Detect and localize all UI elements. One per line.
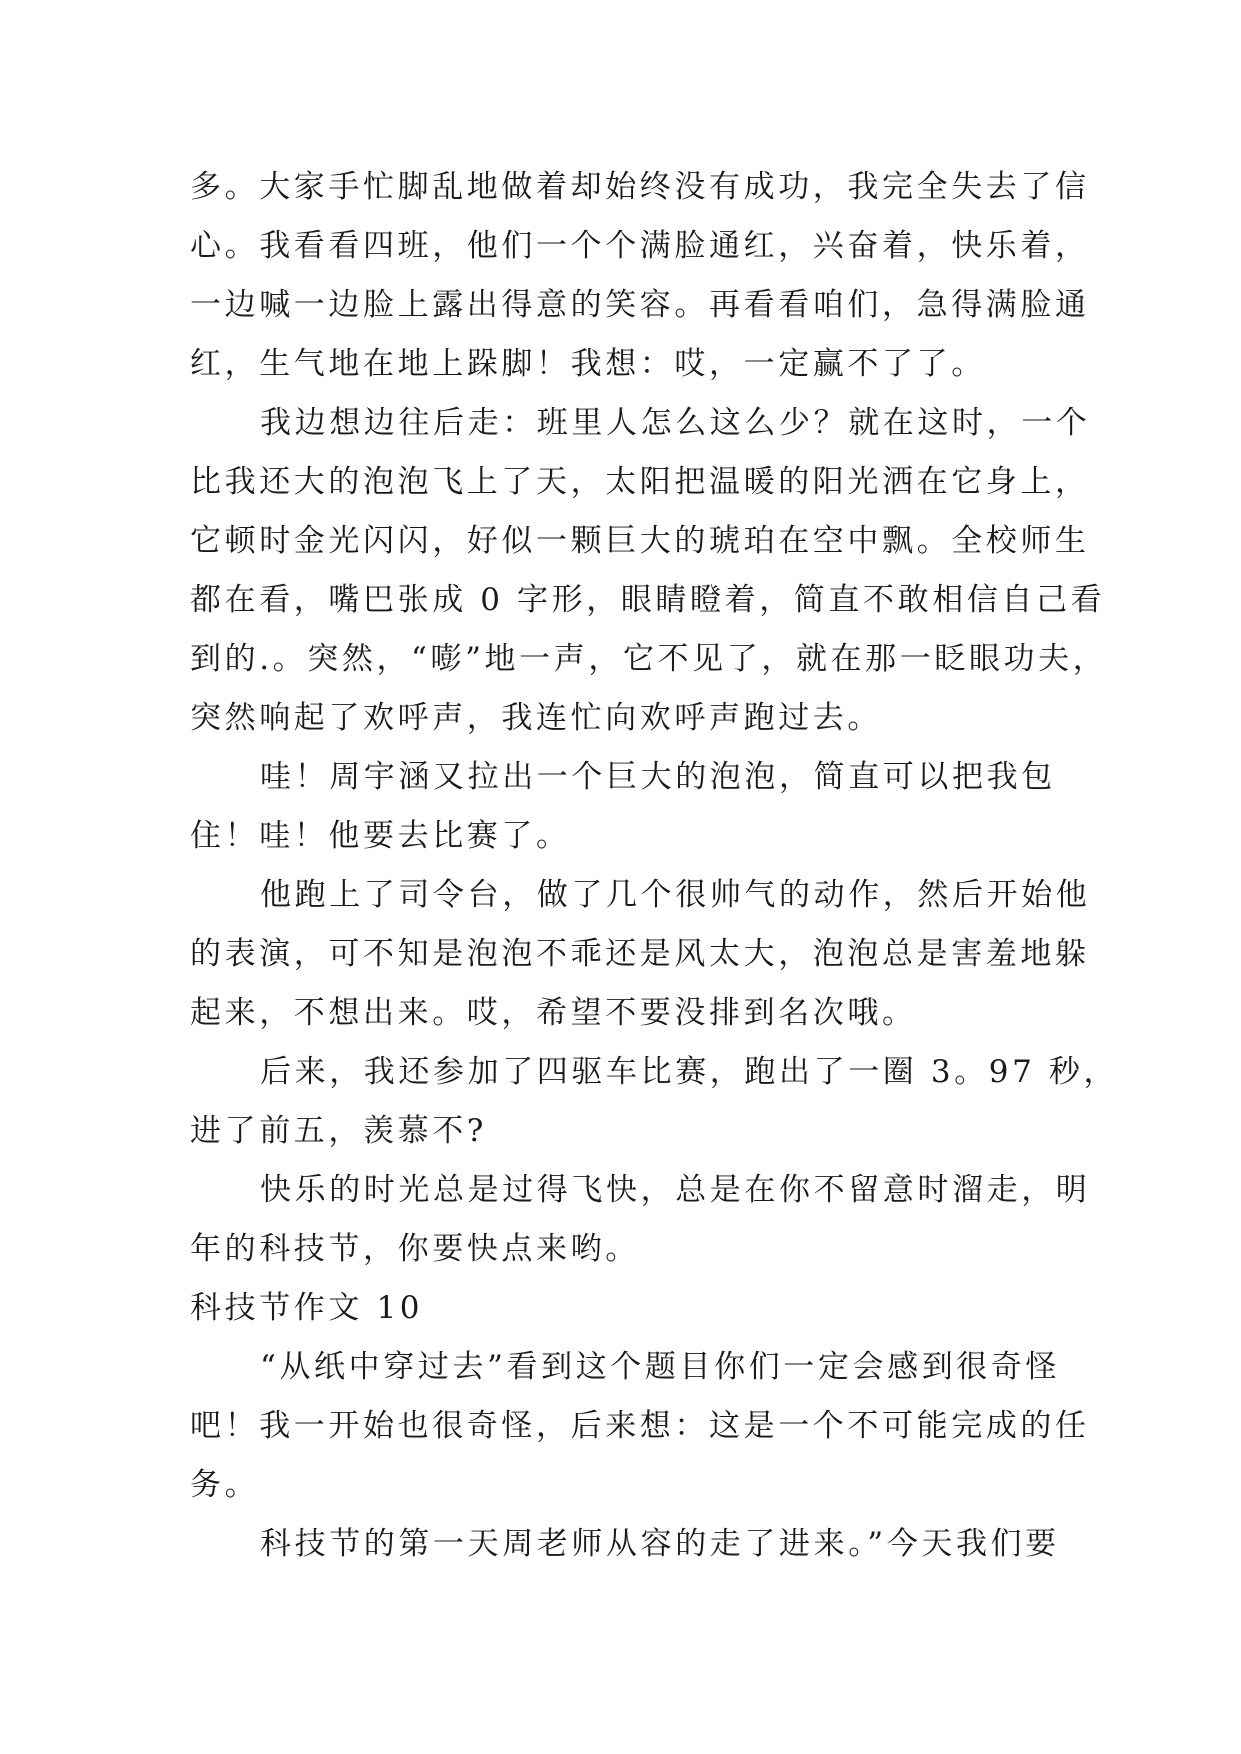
text-line: 的表演，可不知是泡泡不乖还是风太大，泡泡总是害羞地躲 [190,936,1090,972]
text-line: 进了前五，羡慕不? [190,1113,488,1149]
text-line: 都在看，嘴巴张成 0 字形，眼睛瞪着，简直不敢相信自己看 [190,582,1106,618]
text-line: 一边喊一边脸上露出得意的笑容。再看看咱们，急得满脸通 [190,287,1090,323]
text-line: 吧！我一开始也很奇怪，后来想：这是一个不可能完成的任 [190,1408,1090,1444]
text-line: 务。 [190,1467,260,1503]
paragraph-first-line: 后来，我还参加了四驱车比赛，跑出了一圈 3。97 秒， [260,1054,1119,1090]
text-line: 突然响起了欢呼声，我连忙向欢呼声跑过去。 [190,700,882,736]
paragraph-first-line: “从纸中穿过去”看到这个题目你们一定会感到很奇怪 [260,1349,1061,1385]
text-line: 红，生气地在地上跺脚！我想：哎，一定赢不了了。 [190,346,986,382]
text-line: 年的科技节，你要快点来哟。 [190,1231,640,1267]
text-line: 起来，不想出来。哎，希望不要没排到名次哦。 [190,995,917,1031]
paragraph-first-line: 我边想边往后走：班里人怎么这么少？就在这时，一个 [260,405,1091,441]
paragraph-first-line: 科技节的第一天周老师从容的走了进来。”今天我们要 [260,1526,1060,1562]
paragraph-first-line: 他跑上了司令台，做了几个很帅气的动作，然后开始他 [260,877,1091,913]
document-body [190,158,1119,1574]
text-line: 科技节作文 10 [190,1290,424,1326]
text-line: 比我还大的泡泡飞上了天，太阳把温暖的阳光洒在它身上， [190,464,1090,500]
text-line: 到的.。突然，“嘭”地一声，它不见了，就在那一眨眼功夫， [190,641,1108,677]
paragraph-first-line: 快乐的时光总是过得飞快，总是在你不留意时溜走，明 [260,1172,1091,1208]
text-line: 它顿时金光闪闪，好似一颗巨大的琥珀在空中飘。全校师生 [190,523,1090,559]
text-line: 多。大家手忙脚乱地做着却始终没有成功，我完全失去了信 [190,169,1090,205]
text-line: 住！哇！他要去比赛了。 [190,818,571,854]
text-line: 心。我看看四班，他们一个个满脸通红，兴奋着，快乐着， [190,228,1090,264]
paragraph-first-line: 哇！周宇涵又拉出一个巨大的泡泡，简直可以把我包 [260,759,1056,795]
